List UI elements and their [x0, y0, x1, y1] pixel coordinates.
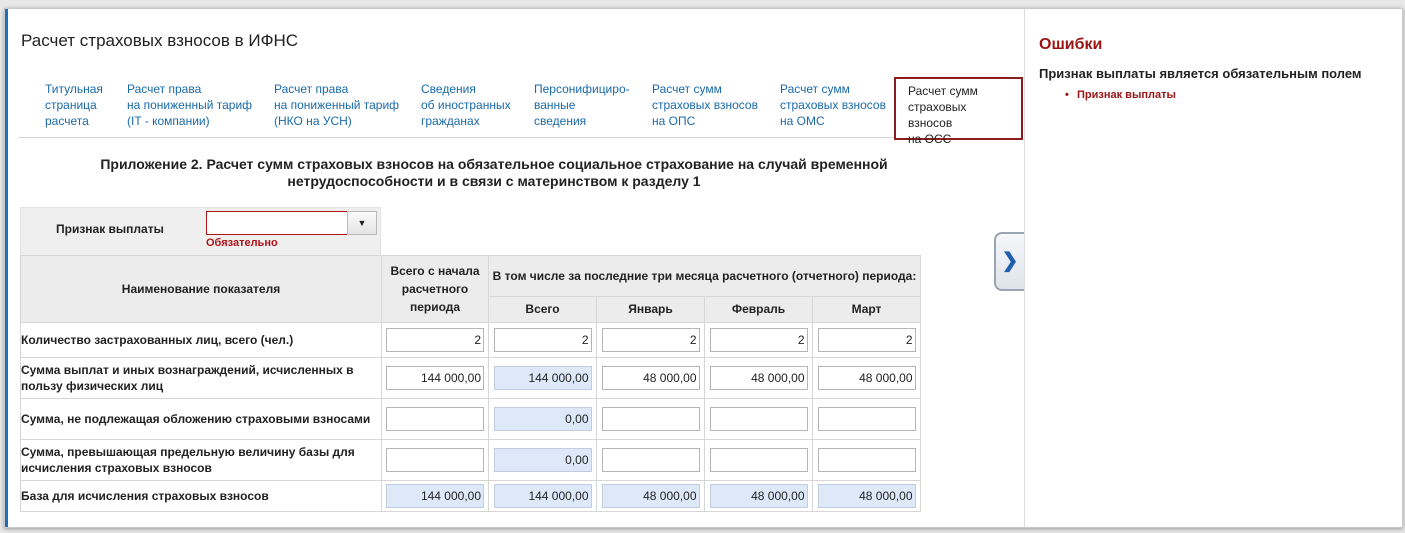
row-label-payments-sum: Сумма выплат и иных вознаграждений, исчисленных в пользу физических лиц	[21, 358, 382, 399]
input-base-all: 144 000,00	[494, 484, 592, 508]
required-hint: Обязательно	[206, 237, 278, 249]
tab-personified-info[interactable]: Персонифициро- ванные сведения	[534, 82, 630, 128]
input-insured-feb[interactable]: 2	[710, 328, 808, 352]
errors-panel	[1024, 9, 1403, 527]
table-row	[21, 440, 921, 481]
collapse-panel-button[interactable]	[994, 232, 1024, 291]
payment-sign-block	[20, 207, 381, 256]
input-insured-total[interactable]: 2	[386, 328, 484, 352]
tab-oss[interactable]: Расчет сумм страховых взносов на ОСС	[894, 77, 1023, 140]
input-base-jan: 48 000,00	[602, 484, 700, 508]
errors-title: Ошибки	[1039, 36, 1103, 53]
input-insured-all[interactable]: 2	[494, 328, 592, 352]
tab-ops[interactable]: Расчет сумм страховых взносов на ОПС	[652, 82, 758, 128]
app-window	[4, 8, 1403, 528]
input-nontaxable-all: 0,00	[494, 407, 592, 431]
input-excess-jan[interactable]	[602, 448, 700, 472]
input-excess-total[interactable]	[386, 448, 484, 472]
bullet-icon: •	[1065, 89, 1069, 101]
input-payments-total[interactable]: 144 000,00	[386, 366, 484, 390]
section-title: Приложение 2. Расчет сумм страховых взносов на обязательное социальное страхование на случай временной нетрудоспособности и в связи с материнством к разделу 1	[100, 156, 888, 189]
input-insured-jan[interactable]: 2	[602, 328, 700, 352]
row-label-excess-base: Сумма, превышающая предельную величину базы для исчисления страховых взносов	[21, 440, 382, 481]
left-accent-bar	[5, 9, 8, 527]
tab-reduced-rate-nko[interactable]: Расчет права на пониженный тариф (НКО на УСН)	[274, 82, 400, 128]
input-nontaxable-feb[interactable]	[710, 407, 808, 431]
input-base-mar: 48 000,00	[818, 484, 916, 508]
col-header-all: Всего	[489, 296, 597, 322]
error-message: Признак выплаты является обязательным полем	[1039, 66, 1362, 81]
row-label-tax-base: База для исчисления страховых взносов	[21, 481, 382, 512]
error-item[interactable]	[1065, 89, 1176, 101]
table-row	[21, 481, 921, 512]
row-label-non-taxable: Сумма, не подлежащая обложению страховыми взносами	[21, 399, 382, 440]
input-payments-mar[interactable]: 48 000,00	[818, 366, 916, 390]
tab-oms[interactable]: Расчет сумм страховых взносов на ОМС	[780, 82, 886, 128]
tab-foreign-citizens[interactable]: Сведения об иностранных гражданах	[421, 82, 511, 128]
dropdown-arrow-icon[interactable]: ▼	[347, 211, 377, 235]
indicators-table	[20, 255, 921, 512]
input-excess-mar[interactable]	[818, 448, 916, 472]
input-nontaxable-mar[interactable]	[818, 407, 916, 431]
input-excess-all: 0,00	[494, 448, 592, 472]
col-header-last-three-months: В том числе за последние три месяца расчетного (отчетного) периода:	[489, 256, 921, 297]
chevron-right-icon: ❯	[1001, 250, 1019, 272]
input-payments-feb[interactable]: 48 000,00	[710, 366, 808, 390]
col-header-january: Январь	[597, 296, 705, 322]
tab-reduced-rate-it[interactable]: Расчет права на пониженный тариф (IT - компании)	[127, 82, 253, 128]
tab-title-page[interactable]: Титульная страница расчета	[45, 82, 103, 128]
table-row	[21, 399, 921, 440]
input-excess-feb[interactable]	[710, 448, 808, 472]
col-header-name: Наименование показателя	[21, 256, 382, 323]
input-insured-mar[interactable]: 2	[818, 328, 916, 352]
row-label-insured-count: Количество застрахованных лиц, всего (чел.)	[21, 323, 382, 358]
tab-bar	[19, 73, 1023, 146]
col-header-february: Февраль	[705, 296, 813, 322]
input-payments-all: 144 000,00	[494, 366, 592, 390]
error-item-label[interactable]: Признак выплаты	[1077, 89, 1176, 101]
col-header-total: Всего с начала расчетного периода	[382, 256, 489, 323]
input-nontaxable-total[interactable]	[386, 407, 484, 431]
input-base-total: 144 000,00	[386, 484, 484, 508]
table-row	[21, 323, 921, 358]
input-base-feb: 48 000,00	[710, 484, 808, 508]
table-row	[21, 358, 921, 399]
input-nontaxable-jan[interactable]	[602, 407, 700, 431]
col-header-march: Март	[813, 296, 921, 322]
input-payments-jan[interactable]: 48 000,00	[602, 366, 700, 390]
page-title: Расчет страховых взносов в ИФНС	[21, 31, 299, 50]
payment-sign-label: Признак выплаты	[56, 222, 164, 236]
